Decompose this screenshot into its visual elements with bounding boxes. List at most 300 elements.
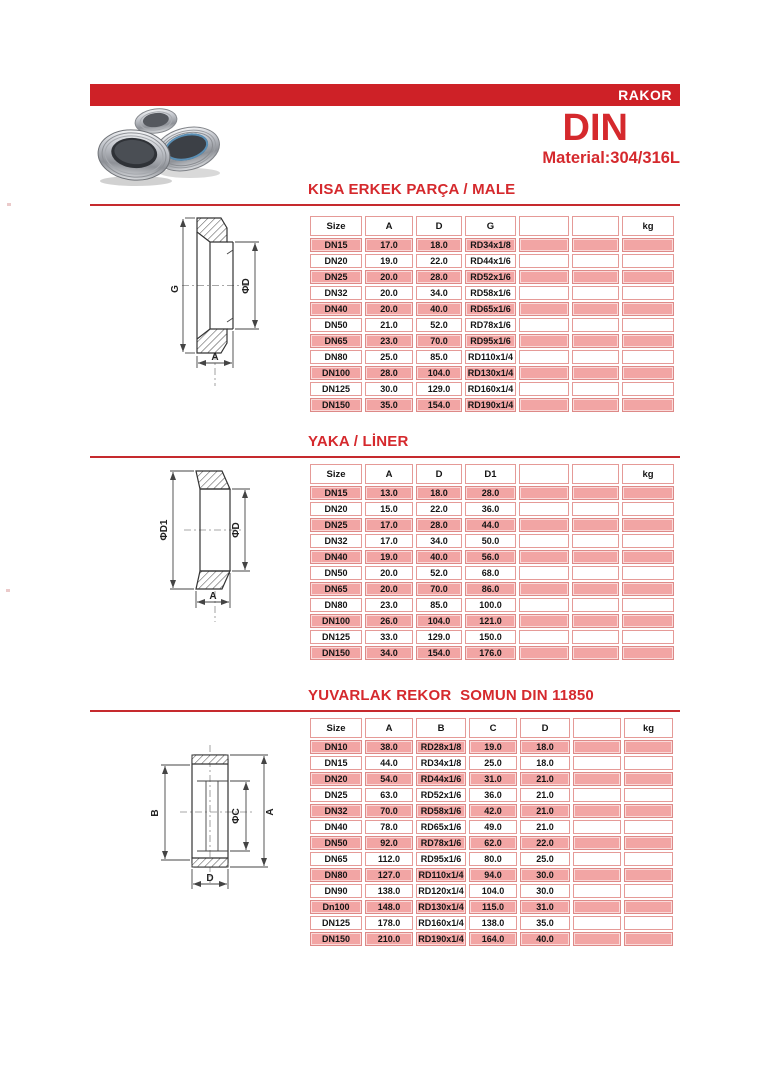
column-header: Size xyxy=(310,464,362,484)
table-cell-empty xyxy=(622,334,674,348)
table-cell-empty xyxy=(622,350,674,364)
table-cell: RD78x1/6 xyxy=(416,836,466,850)
column-header: B xyxy=(416,718,466,738)
table-cell: RD65x1/6 xyxy=(416,820,466,834)
table-cell-empty xyxy=(519,534,569,548)
table-cell: DN32 xyxy=(310,286,362,300)
table-cell: 178.0 xyxy=(365,916,413,930)
table-cell: 19.0 xyxy=(365,550,413,564)
table-cell: 23.0 xyxy=(365,334,413,348)
table-row xyxy=(310,756,673,770)
table-cell: 40.0 xyxy=(416,302,462,316)
dim-label: ΦD1 xyxy=(159,519,170,541)
table-cell-empty xyxy=(573,740,621,754)
table-cell: 54.0 xyxy=(365,772,413,786)
table-cell-empty xyxy=(622,318,674,332)
table-cell-empty xyxy=(622,646,674,660)
table-cell: DN150 xyxy=(310,932,362,946)
table-cell: 164.0 xyxy=(469,932,517,946)
column-header-empty xyxy=(572,216,619,236)
table-row xyxy=(310,852,673,866)
table-cell: 63.0 xyxy=(365,788,413,802)
table-row xyxy=(310,932,673,946)
table-cell-empty xyxy=(519,646,569,660)
table-row xyxy=(310,238,674,252)
table-cell: 19.0 xyxy=(469,740,517,754)
table-cell: RD44x1/6 xyxy=(416,772,466,786)
table-cell-empty xyxy=(624,868,673,882)
table-cell-empty xyxy=(624,772,673,786)
table-row xyxy=(310,302,674,316)
table-cell-empty xyxy=(572,286,619,300)
table-cell-empty xyxy=(572,566,619,580)
table-row xyxy=(310,884,673,898)
table-cell-empty xyxy=(622,238,674,252)
table-cell: 121.0 xyxy=(465,614,516,628)
table-cell: 44.0 xyxy=(465,518,516,532)
table-cell: 22.0 xyxy=(416,502,462,516)
table-cell: 138.0 xyxy=(469,916,517,930)
table-cell-empty xyxy=(572,254,619,268)
table-cell-empty xyxy=(624,932,673,946)
table-cell-empty xyxy=(573,852,621,866)
table-cell: 28.0 xyxy=(365,366,413,380)
table-cell: 44.0 xyxy=(365,756,413,770)
column-header: D xyxy=(416,464,462,484)
table-cell-empty xyxy=(519,382,569,396)
table-cell: 15.0 xyxy=(365,502,413,516)
fitting-round-ring xyxy=(96,126,173,183)
table-cell: DN80 xyxy=(310,350,362,364)
table-cell: 34.0 xyxy=(365,646,413,660)
table-cell: DN15 xyxy=(310,486,362,500)
table-cell: DN20 xyxy=(310,502,362,516)
table-cell-empty xyxy=(519,518,569,532)
table-row xyxy=(310,836,673,850)
technical-drawing-liner xyxy=(138,458,310,643)
table-cell: 17.0 xyxy=(365,534,413,548)
table-cell: 30.0 xyxy=(365,382,413,396)
table-cell-empty xyxy=(622,270,674,284)
table-cell-empty xyxy=(622,550,674,564)
table-cell: 36.0 xyxy=(469,788,517,802)
table-cell: RD78x1/6 xyxy=(465,318,516,332)
table-cell: RD58x1/6 xyxy=(465,286,516,300)
table-cell-empty xyxy=(519,398,569,412)
table-cell: 150.0 xyxy=(465,630,516,644)
table-cell-empty xyxy=(519,254,569,268)
table-cell: DN20 xyxy=(310,254,362,268)
table-cell-empty xyxy=(519,350,569,364)
table-cell-empty xyxy=(572,350,619,364)
table-cell-empty xyxy=(622,302,674,316)
section-divider xyxy=(90,204,680,206)
table-cell: 115.0 xyxy=(469,900,517,914)
table-cell: 23.0 xyxy=(365,598,413,612)
table-row xyxy=(310,820,673,834)
table-cell-empty xyxy=(622,502,674,516)
table-row xyxy=(310,254,674,268)
table-cell: DN100 xyxy=(310,366,362,380)
table-cell: 52.0 xyxy=(416,318,462,332)
spec-table-liner xyxy=(307,462,677,662)
table-cell: 52.0 xyxy=(416,566,462,580)
table-cell-empty xyxy=(622,582,674,596)
table-cell-empty xyxy=(519,302,569,316)
table-cell: DN100 xyxy=(310,614,362,628)
table-cell: DN40 xyxy=(310,820,362,834)
table-cell-empty xyxy=(622,486,674,500)
table-cell-empty xyxy=(573,820,621,834)
table-row xyxy=(310,366,674,380)
table-cell: 78.0 xyxy=(365,820,413,834)
table-cell: 104.0 xyxy=(416,366,462,380)
column-header: A xyxy=(365,464,413,484)
table-cell-empty xyxy=(572,614,619,628)
table-cell: RD52x1/6 xyxy=(416,788,466,802)
table-cell: 18.0 xyxy=(416,238,462,252)
table-cell-empty xyxy=(573,900,621,914)
table-cell: DN15 xyxy=(310,238,362,252)
table-cell: 100.0 xyxy=(465,598,516,612)
table-cell: 21.0 xyxy=(520,804,570,818)
table-cell: DN20 xyxy=(310,772,362,786)
table-cell: 138.0 xyxy=(365,884,413,898)
column-header: D xyxy=(520,718,570,738)
table-cell: 49.0 xyxy=(469,820,517,834)
table-cell: RD28x1/8 xyxy=(416,740,466,754)
table-row xyxy=(310,740,673,754)
table-cell: 92.0 xyxy=(365,836,413,850)
table-cell: 70.0 xyxy=(365,804,413,818)
header-row xyxy=(310,216,674,236)
table-cell: 28.0 xyxy=(416,270,462,284)
table-cell: DN150 xyxy=(310,646,362,660)
table-cell-empty xyxy=(622,382,674,396)
table-cell: 18.0 xyxy=(520,756,570,770)
table-row xyxy=(310,270,674,284)
column-header: kg xyxy=(622,464,674,484)
table-cell: DN15 xyxy=(310,756,362,770)
table-cell: 36.0 xyxy=(465,502,516,516)
table-cell: 18.0 xyxy=(416,486,462,500)
table-cell: 30.0 xyxy=(520,868,570,882)
table-cell: 62.0 xyxy=(469,836,517,850)
table-cell-empty xyxy=(622,598,674,612)
table-row xyxy=(310,398,674,412)
table-cell: 20.0 xyxy=(365,566,413,580)
table-cell: DN80 xyxy=(310,868,362,882)
column-header: Size xyxy=(310,718,362,738)
dim-label: G xyxy=(170,285,181,293)
table-cell: 68.0 xyxy=(465,566,516,580)
table-row xyxy=(310,614,674,628)
column-header-empty xyxy=(519,464,569,484)
table-cell-empty xyxy=(622,286,674,300)
table-cell: RD190x1/4 xyxy=(416,932,466,946)
table-cell: RD65x1/6 xyxy=(465,302,516,316)
table-cell: DN50 xyxy=(310,318,362,332)
table-cell: DN65 xyxy=(310,852,362,866)
table-cell: 35.0 xyxy=(520,916,570,930)
table-cell: 85.0 xyxy=(416,598,462,612)
table-cell: 21.0 xyxy=(365,318,413,332)
table-cell-empty xyxy=(572,534,619,548)
table-cell: 22.0 xyxy=(520,836,570,850)
table-cell: 176.0 xyxy=(465,646,516,660)
table-cell-empty xyxy=(622,566,674,580)
table-cell: 104.0 xyxy=(416,614,462,628)
table-cell: 112.0 xyxy=(365,852,413,866)
table-cell: DN25 xyxy=(310,270,362,284)
column-header-empty xyxy=(573,718,621,738)
table-cell-empty xyxy=(622,614,674,628)
material-label: Material:304/316L xyxy=(542,149,680,167)
product-photo xyxy=(94,103,234,187)
table-row xyxy=(310,804,673,818)
table-cell: RD52x1/6 xyxy=(465,270,516,284)
table-cell-empty xyxy=(622,534,674,548)
table-cell: 30.0 xyxy=(520,884,570,898)
table-cell: DN65 xyxy=(310,582,362,596)
table-cell-empty xyxy=(624,804,673,818)
dim-label: ΦC xyxy=(231,808,242,824)
table-cell-empty xyxy=(572,598,619,612)
table-cell-empty xyxy=(624,916,673,930)
table-cell: RD120x1/4 xyxy=(416,884,466,898)
table-cell: 31.0 xyxy=(469,772,517,786)
table-cell: 20.0 xyxy=(365,582,413,596)
table-cell: 22.0 xyxy=(416,254,462,268)
table-cell: 21.0 xyxy=(520,820,570,834)
table-cell-empty xyxy=(519,550,569,564)
table-cell-empty xyxy=(572,302,619,316)
table-cell: 154.0 xyxy=(416,398,462,412)
title-block xyxy=(300,109,680,167)
scan-mark xyxy=(7,203,11,206)
table-cell-empty xyxy=(519,614,569,628)
table-cell: 127.0 xyxy=(365,868,413,882)
table-cell: RD130x1/4 xyxy=(416,900,466,914)
table-row xyxy=(310,550,674,564)
table-cell-empty xyxy=(572,550,619,564)
table-cell-empty xyxy=(519,582,569,596)
table-cell: DN80 xyxy=(310,598,362,612)
dim-label: ΦD xyxy=(241,278,252,294)
spec-table-nut xyxy=(307,716,676,948)
header-row xyxy=(310,718,673,738)
table-cell-empty xyxy=(573,836,621,850)
table-cell: 86.0 xyxy=(465,582,516,596)
table-cell-empty xyxy=(573,932,621,946)
table-cell-empty xyxy=(573,772,621,786)
table-cell-empty xyxy=(624,820,673,834)
table-cell: 104.0 xyxy=(469,884,517,898)
table-cell: DN150 xyxy=(310,398,362,412)
table-cell-empty xyxy=(572,630,619,644)
table-cell-empty xyxy=(624,852,673,866)
table-cell-empty xyxy=(622,366,674,380)
table-cell: 129.0 xyxy=(416,630,462,644)
table-cell: 33.0 xyxy=(365,630,413,644)
table-row xyxy=(310,772,673,786)
table-cell-empty xyxy=(573,884,621,898)
table-cell: DN125 xyxy=(310,382,362,396)
table-cell: DN125 xyxy=(310,630,362,644)
table-cell-empty xyxy=(572,366,619,380)
table-cell: DN32 xyxy=(310,534,362,548)
table-cell: RD110x1/4 xyxy=(465,350,516,364)
brand-badge: RAKOR xyxy=(618,87,672,103)
table-cell-empty xyxy=(624,836,673,850)
table-cell: DN50 xyxy=(310,836,362,850)
table-cell-empty xyxy=(519,286,569,300)
table-cell-empty xyxy=(519,366,569,380)
table-row xyxy=(310,518,674,532)
table-cell: RD95x1/6 xyxy=(416,852,466,866)
section-heading-liner: YAKA / LİNER xyxy=(308,433,409,450)
table-cell: 70.0 xyxy=(416,334,462,348)
table-cell-empty xyxy=(519,486,569,500)
table-cell: 28.0 xyxy=(416,518,462,532)
table-cell: 20.0 xyxy=(365,302,413,316)
table-cell: RD160x1/4 xyxy=(465,382,516,396)
table-cell-empty xyxy=(572,334,619,348)
table-row xyxy=(310,382,674,396)
table-cell-empty xyxy=(622,518,674,532)
table-row xyxy=(310,334,674,348)
table-cell-empty xyxy=(572,582,619,596)
column-header: kg xyxy=(624,718,673,738)
table-cell: 34.0 xyxy=(416,534,462,548)
table-cell-empty xyxy=(519,238,569,252)
table-row xyxy=(310,502,674,516)
spec-table-male xyxy=(307,214,677,414)
table-cell-empty xyxy=(624,756,673,770)
table-cell-empty xyxy=(572,238,619,252)
table-cell-empty xyxy=(519,318,569,332)
table-cell: 25.0 xyxy=(365,350,413,364)
table-cell: RD160x1/4 xyxy=(416,916,466,930)
dim-label: A xyxy=(209,591,217,602)
table-cell: 21.0 xyxy=(520,788,570,802)
dim-label: A xyxy=(211,352,219,363)
table-cell: Dn100 xyxy=(310,900,362,914)
table-cell: 40.0 xyxy=(520,932,570,946)
dim-label: ΦD xyxy=(231,522,242,538)
table-cell-empty xyxy=(624,788,673,802)
table-cell-empty xyxy=(624,740,673,754)
technical-drawing-nut xyxy=(140,733,300,933)
table-cell: DN32 xyxy=(310,804,362,818)
section-divider xyxy=(90,710,680,712)
column-header: D1 xyxy=(465,464,516,484)
table-cell: 38.0 xyxy=(365,740,413,754)
table-cell: 148.0 xyxy=(365,900,413,914)
table-cell: 80.0 xyxy=(469,852,517,866)
table-cell-empty xyxy=(573,756,621,770)
table-cell-empty xyxy=(572,486,619,500)
table-row xyxy=(310,318,674,332)
table-row xyxy=(310,486,674,500)
technical-drawing-male xyxy=(138,210,310,405)
table-row xyxy=(310,534,674,548)
table-cell: RD130x1/4 xyxy=(465,366,516,380)
table-cell: DN50 xyxy=(310,566,362,580)
table-cell: 20.0 xyxy=(365,286,413,300)
table-cell: 40.0 xyxy=(416,550,462,564)
column-header: G xyxy=(465,216,516,236)
table-cell: RD34x1/8 xyxy=(465,238,516,252)
table-cell: DN25 xyxy=(310,788,362,802)
table-cell: DN40 xyxy=(310,550,362,564)
table-row xyxy=(310,900,673,914)
table-cell-empty xyxy=(573,868,621,882)
table-cell: DN90 xyxy=(310,884,362,898)
table-cell-empty xyxy=(573,788,621,802)
column-header: kg xyxy=(622,216,674,236)
table-cell-empty xyxy=(519,598,569,612)
column-header-empty xyxy=(572,464,619,484)
table-cell-empty xyxy=(624,900,673,914)
table-cell: 42.0 xyxy=(469,804,517,818)
header-row xyxy=(310,464,674,484)
table-cell: 25.0 xyxy=(520,852,570,866)
column-header: A xyxy=(365,216,413,236)
table-cell: 21.0 xyxy=(520,772,570,786)
section-heading-male: KISA ERKEK PARÇA / MALE xyxy=(308,181,516,198)
table-cell-empty xyxy=(519,270,569,284)
column-header: D xyxy=(416,216,462,236)
dim-label: B xyxy=(150,809,161,817)
table-cell: DN25 xyxy=(310,518,362,532)
table-cell: 210.0 xyxy=(365,932,413,946)
dim-label: A xyxy=(265,808,276,816)
table-cell-empty xyxy=(572,502,619,516)
table-cell: DN125 xyxy=(310,916,362,930)
scan-mark xyxy=(6,589,10,592)
table-cell-empty xyxy=(573,916,621,930)
table-row xyxy=(310,868,673,882)
table-cell-empty xyxy=(572,518,619,532)
column-header: Size xyxy=(310,216,362,236)
table-cell: 31.0 xyxy=(520,900,570,914)
table-cell: 70.0 xyxy=(416,582,462,596)
table-cell: 28.0 xyxy=(465,486,516,500)
table-cell: DN40 xyxy=(310,302,362,316)
table-cell: RD190x1/4 xyxy=(465,398,516,412)
table-cell: DN10 xyxy=(310,740,362,754)
table-cell: 85.0 xyxy=(416,350,462,364)
column-header: C xyxy=(469,718,517,738)
table-cell: DN65 xyxy=(310,334,362,348)
table-cell: 19.0 xyxy=(365,254,413,268)
table-cell: 94.0 xyxy=(469,868,517,882)
table-cell: 50.0 xyxy=(465,534,516,548)
table-cell: RD95x1/6 xyxy=(465,334,516,348)
table-cell: 35.0 xyxy=(365,398,413,412)
table-cell-empty xyxy=(519,502,569,516)
table-cell: RD34x1/8 xyxy=(416,756,466,770)
table-cell-empty xyxy=(622,630,674,644)
table-row xyxy=(310,646,674,660)
table-cell: RD44x1/6 xyxy=(465,254,516,268)
table-row xyxy=(310,788,673,802)
table-row xyxy=(310,916,673,930)
table-cell-empty xyxy=(573,804,621,818)
table-row xyxy=(310,350,674,364)
table-cell-empty xyxy=(572,318,619,332)
